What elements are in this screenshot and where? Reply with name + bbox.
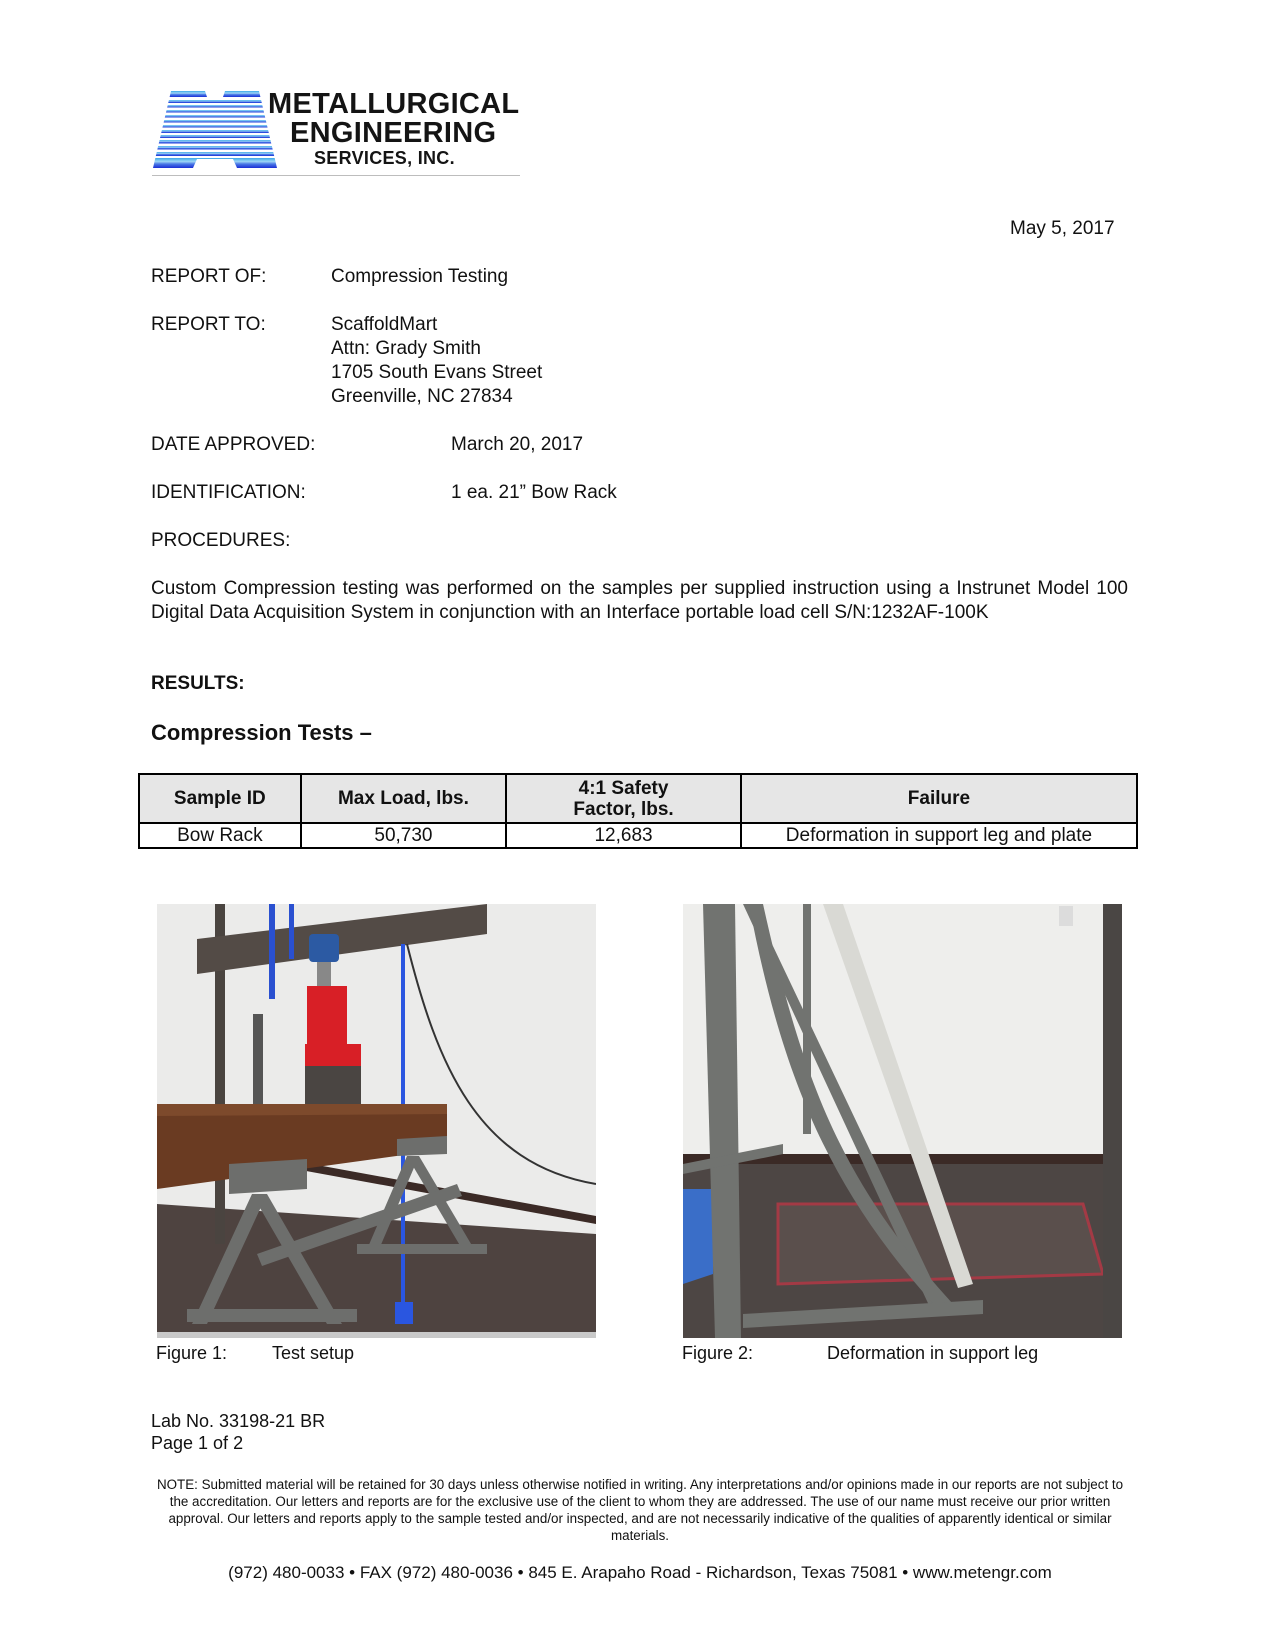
contact-info: (972) 480-0033 • FAX (972) 480-0036 • 845 E. Arapaho Road - Richardson, Texas 75081 • www.metengr.com: [228, 1563, 1052, 1582]
report-to-city: Greenville, NC 27834: [331, 386, 513, 407]
col-safety-factor: 4:1 Safety Factor, lbs.: [506, 774, 741, 823]
lab-number: Lab No. 33198-21 BR: [151, 1411, 326, 1431]
report-to-label: REPORT TO:: [151, 314, 266, 335]
report-of-label: REPORT OF:: [151, 266, 267, 287]
company-name-line2: ENGINEERING: [290, 117, 497, 149]
company-name-line3: SERVICES, INC.: [314, 148, 455, 168]
company-logo-mark: [153, 91, 277, 168]
figure-2-caption: Deformation in support leg: [827, 1343, 1039, 1363]
date-approved-value: March 20, 2017: [451, 434, 584, 455]
figure-2-label: Figure 2:: [682, 1343, 754, 1363]
cell-failure: Deformation in support leg and plate: [741, 823, 1137, 848]
col-failure: Failure: [741, 774, 1137, 823]
procedures-label: PROCEDURES:: [151, 530, 291, 551]
report-to-attn: Attn: Grady Smith: [331, 338, 481, 359]
figure-1-caption: Test setup: [272, 1343, 355, 1363]
results-table: [138, 773, 1138, 849]
col-sample-id: Sample ID: [139, 774, 301, 823]
figure-1-photo: [157, 904, 596, 1338]
identification-label: IDENTIFICATION:: [151, 482, 306, 503]
procedures-text: Custom Compression testing was performed on the samples per supplied instruction using a Instrunet Model 100 Digital Data Acquisition System in conjunction with an Interface portable load cell S/N:1232AF-100K: [151, 578, 1128, 623]
report-of-value: Compression Testing: [331, 266, 509, 287]
date-approved-label: DATE APPROVED:: [151, 434, 316, 455]
logo-divider: [152, 175, 520, 176]
section-heading: Compression Tests –: [151, 720, 372, 745]
company-name-line1: METALLURGICAL: [268, 88, 520, 120]
disclaimer-note: NOTE: Submitted material will be retained for 30 days unless otherwise notified in writing. Any interpretations and/or opinions made in our reports are not subject to the accreditation. Our letters and reports are for the exclusive use of the client to whom they are addressed. The use of our name must receive our prior written approval. Our letters and reports apply to the sample tested and/or inspected, and are not necessarily indicative of the qualities of apparently identical or similar materials.: [156, 1477, 1124, 1543]
report-to-company: ScaffoldMart: [331, 314, 438, 335]
identification-value: 1 ea. 21” Bow Rack: [451, 482, 617, 503]
report-to-street: 1705 South Evans Street: [331, 362, 543, 383]
results-label: RESULTS:: [151, 673, 245, 694]
figure-2-photo: [683, 904, 1122, 1338]
table-header-row: [139, 774, 1137, 823]
logo-m-icon: [153, 91, 277, 168]
col-max-load: Max Load, lbs.: [301, 774, 507, 823]
cell-safety-factor: 12,683: [506, 823, 741, 848]
report-date: May 5, 2017: [1010, 218, 1115, 239]
cell-sample-id: Bow Rack: [139, 823, 301, 848]
cell-max-load: 50,730: [301, 823, 507, 848]
table-row: [139, 823, 1137, 848]
page-number: Page 1 of 2: [151, 1433, 244, 1453]
figure-1-label: Figure 1:: [156, 1343, 228, 1363]
